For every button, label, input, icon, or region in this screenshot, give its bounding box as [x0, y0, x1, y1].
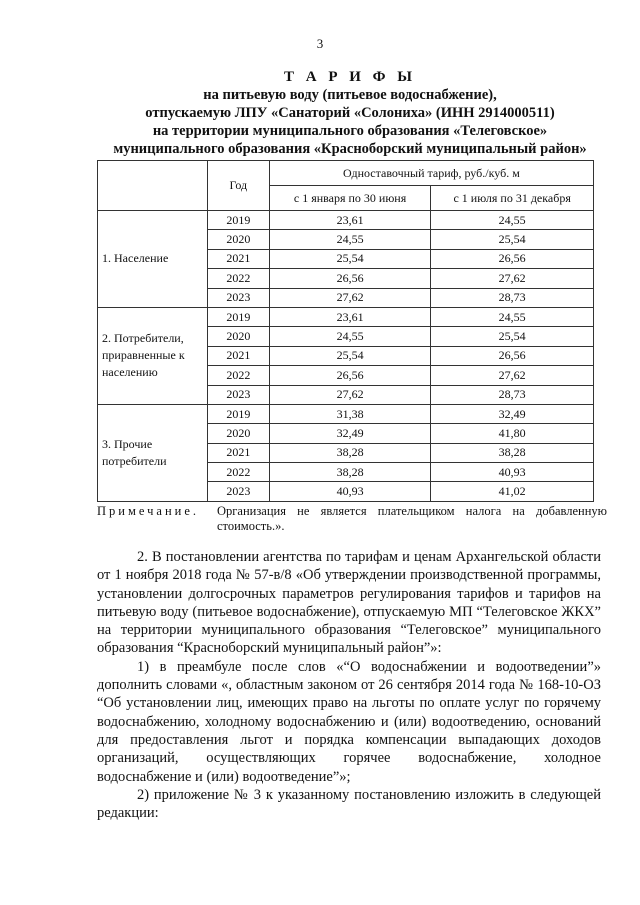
cell-year: 2022 [207, 463, 269, 482]
document-title [60, 68, 640, 158]
cell-tariff-p2: 26,56 [431, 249, 594, 268]
cell-year: 2020 [207, 327, 269, 346]
cell-year: 2021 [207, 443, 269, 462]
cell-tariff-p2: 25,54 [431, 327, 594, 346]
cell-tariff-p2: 28,73 [431, 288, 594, 307]
cell-tariff-p2: 27,62 [431, 269, 594, 288]
cell-tariff-p1: 23,61 [269, 307, 431, 326]
paragraph: 1) в преамбуле после слов «“О водоснабжении и водоотведении”» дополнить словами «, областным законом от 26 сентября 2014 года № 168-10-ОЗ “Об установлении лиц, имеющих право на льготы по оплате услуг по горячему водоснабжению, холодному водоснабжению и (или) водоотведению, оснований для предоставления льгот и порядка компенсации выпадающих доходов организаций, осуществляющих горячее водоснабжение, холодное водоснабжение и (или) водоотведение”»; [97, 658, 601, 785]
table-header-year: Год [207, 161, 269, 211]
cell-tariff-p1: 27,62 [269, 288, 431, 307]
table-header-empty [98, 161, 208, 211]
cell-tariff-p2: 25,54 [431, 230, 594, 249]
title-line: отпускаемую ЛПУ «Санаторий «Солониха» (ИНН 2914000511) [145, 105, 555, 121]
tariff-table [97, 160, 594, 502]
title-line: на территории муниципального образования «Телеговское» [152, 123, 548, 139]
cell-year: 2023 [207, 385, 269, 404]
title-heading: Т А Р И Ф Ы [283, 69, 417, 85]
cell-year: 2021 [207, 346, 269, 365]
table-row [98, 211, 594, 230]
cell-year: 2023 [207, 482, 269, 501]
cell-tariff-p2: 41,80 [431, 424, 594, 443]
note-label: Примечание. [97, 504, 200, 518]
cell-tariff-p1: 25,54 [269, 249, 431, 268]
cell-tariff-p1: 27,62 [269, 385, 431, 404]
cell-tariff-p1: 31,38 [269, 404, 431, 423]
body-text [97, 548, 601, 822]
cell-tariff-p2: 24,55 [431, 307, 594, 326]
cell-year: 2022 [207, 366, 269, 385]
table-header-period2: с 1 июля по 31 декабря [431, 186, 594, 211]
cell-tariff-p1: 40,93 [269, 482, 431, 501]
cell-year: 2021 [207, 249, 269, 268]
cell-tariff-p1: 38,28 [269, 463, 431, 482]
cell-tariff-p2: 32,49 [431, 404, 594, 423]
cell-year: 2019 [207, 307, 269, 326]
cell-tariff-p1: 26,56 [269, 366, 431, 385]
cell-year: 2022 [207, 269, 269, 288]
cell-tariff-p1: 24,55 [269, 327, 431, 346]
cell-tariff-p1: 25,54 [269, 346, 431, 365]
cell-year: 2019 [207, 404, 269, 423]
cell-tariff-p1: 23,61 [269, 211, 431, 230]
paragraph: 2) приложение № 3 к указанному постановлению изложить в следующей редакции: [97, 786, 601, 822]
cell-tariff-p1: 38,28 [269, 443, 431, 462]
page-number: 3 [316, 36, 324, 51]
cell-year: 2019 [207, 211, 269, 230]
table-header-tariff: Одноставочный тариф, руб./куб. м [269, 161, 593, 186]
cell-tariff-p2: 38,28 [431, 443, 594, 462]
table-row [98, 307, 594, 326]
group-label: 3. Прочие потребители [98, 404, 208, 501]
cell-tariff-p1: 32,49 [269, 424, 431, 443]
cell-tariff-p2: 27,62 [431, 366, 594, 385]
cell-year: 2020 [207, 424, 269, 443]
table-row [98, 404, 594, 423]
cell-tariff-p2: 28,73 [431, 385, 594, 404]
group-label: 2. Потребители, приравненные к населению [98, 307, 208, 404]
note-text: Организация не является плательщиком налога на добавленную стоимость.». [217, 504, 607, 533]
cell-year: 2023 [207, 288, 269, 307]
cell-year: 2020 [207, 230, 269, 249]
cell-tariff-p1: 26,56 [269, 269, 431, 288]
cell-tariff-p2: 41,02 [431, 482, 594, 501]
title-line: муниципального образования «Красноборский муниципальный район» [113, 141, 587, 157]
title-line: на питьевую воду (питьевое водоснабжение), [203, 87, 497, 103]
cell-tariff-p2: 24,55 [431, 211, 594, 230]
cell-tariff-p2: 40,93 [431, 463, 594, 482]
paragraph: 2. В постановлении агентства по тарифам и ценам Архангельской области от 1 ноября 2018 года № 57-в/8 «Об утверждении производственной программы, установлении долгосрочных параметров регулирования тарифов и тарифов на питьевую воду (питьевое водоснабжение), отпускаемую МП “Телеговское ЖКХ” на территории муниципального образования “Телеговское” муниципального образования “Красноборский муниципальный район”»: [97, 549, 601, 657]
cell-tariff-p1: 24,55 [269, 230, 431, 249]
table-header-period1: с 1 января по 30 июня [269, 186, 431, 211]
group-label: 1. Население [98, 211, 208, 308]
cell-tariff-p2: 26,56 [431, 346, 594, 365]
